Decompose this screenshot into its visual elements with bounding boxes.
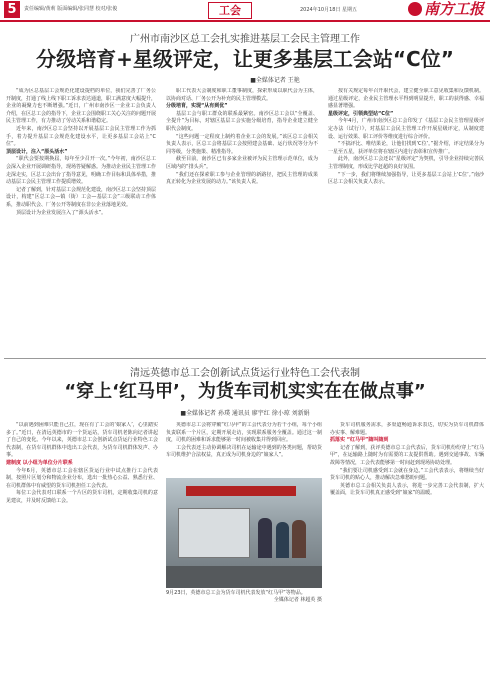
story1-column-3	[328, 88, 484, 352]
photo-caption-text: 9月23日，英德市总工会为货车司机代表发放“红马甲”等物品。	[166, 590, 306, 596]
page-number: 5	[4, 1, 20, 18]
article-paragraph: 英德市总工会将穿戴“红马甲”的工会代表分为若干小组，每个小组负责联系一个片区，定期开展走访，实现联系服务全覆盖。通过这一制度，司机的困难和诉求能够第一时间被收集并得到回应。	[166, 422, 322, 444]
article-paragraph: 工会代表还主动协调解决司机在运输途中遇到的各类问题，帮助货车司机维护合法权益，真正成为司机身边的“娘家人”。	[166, 444, 322, 459]
newspaper-logo	[408, 0, 484, 19]
photo-person	[276, 522, 289, 558]
article-paragraph: “成为区总基层工会规范化建设提档的单位，我们完善了厂务公开制度，打通了线上线下职工诉求表达通道，职工满意度大幅提升，企业的凝聚力也不断增强。”近日，广州市南沙区一企业工会负责人介绍，在区总工会的指导下，企业工会围绕职工关心关注的问题开展民主管理工作，有力推动了劳动关系和谐稳定。	[6, 88, 156, 125]
photo-truck	[178, 508, 250, 558]
article-subheading: 顶层设计，注入“原头活水”	[6, 148, 68, 155]
article-paragraph: 此外，南沙区总工会还以“星级评定”为契机，引导企业持续完善民主管理制度，形成比学赶超的良好氛围。	[328, 156, 484, 170]
section-label: 工会	[208, 2, 252, 19]
story1-column-1	[6, 88, 156, 352]
article-paragraph: 按有关规定每年召开职代会，建立健全职工意见收集和反馈机制。通过星级评定，企业民主管理水平得到明显提升，职工的获得感、幸福感显著增强。	[328, 88, 484, 110]
story2-column-1	[6, 422, 158, 686]
article-paragraph: 顶层设计为企业发展注入了“源头活水”。	[16, 209, 107, 216]
article-paragraph: 货车司机服务需求，多渠道畅通诉求表达，切实为货车司机群体办实事、解难题。	[330, 422, 484, 436]
story1-kicker: 广州市南沙区总工会扎实推进基层工会民主管理工作	[130, 34, 360, 45]
article-paragraph: 近年来，南沙区总工会坚持以开展基层工会民主管理工作为抓手，着力提升基层工会规范化建设水平，让更多基层工会站上“C位”。	[6, 125, 156, 148]
story2-byline: ■全媒体记者 孙璞 通讯员 廖宇红 徐小琼 刘新娟	[180, 410, 310, 417]
photo-caption	[166, 590, 322, 604]
story2-kicker: 清远英德市总工会创新试点货运行业特色工会代表制	[130, 368, 360, 379]
article-paragraph: “我们要让司机感受到工会就在身边。”工会代表表示，将继续当好货车司机的贴心人，推动解决急难愁盼问题。	[330, 467, 484, 482]
article-paragraph: 截至目前，南沙区已有多家企业被评为民主管理示范单位，成为区域内的“排头兵”。	[166, 156, 318, 170]
photo-credit: 全媒体记者 林超英 摄	[273, 597, 322, 603]
story-divider	[4, 358, 486, 359]
news-photo	[166, 478, 322, 588]
article-paragraph: “不搞评比、唯结果论，让他们找到‘C位’。”据介绍，评定结果分为一星至五星，获评单位将在辖区内进行表彰和宣传推广。	[328, 141, 484, 155]
editor-credits: 责任编辑/黄莉 版面编辑/张同慧 校对/张俊	[24, 6, 118, 12]
page-masthead	[0, 0, 490, 22]
photo-ground	[166, 566, 322, 588]
article-subheading: 建制度 以小组为单位分片联系	[6, 459, 73, 466]
issue-date: 2024年10月18日 星期五	[300, 7, 358, 13]
article-paragraph: 记者了解到，针对基层工会规范化建设，南沙区总工会坚持顶层设计，构建“区总工会—镇（街）工会—基层工会”三级联动工作体系，推动职代会、厂务公开等制度在非公企业落地见效。	[6, 186, 156, 208]
article-paragraph: 英德市总工会相关负责人表示，将进一步完善工会代表制，扩大覆盖面，让货车司机真正感受到“娘家”的温暖。	[330, 482, 484, 497]
article-paragraph: 记者了解到，获评英德市总工会代表后，货车司机纷纷穿上“红马甲”，在运输路上随时为有需要的工友提供帮助。遇到交通事故、车辆故障等情况，工会代表能够第一时间赶到现场协助处理。	[330, 444, 484, 466]
article-paragraph: 职工代表大会制度和职工董事制度，探索形成以职代会为主体，以协商对话、厂务公开为补充的民主管理模式。	[166, 88, 318, 102]
article-paragraph: 基层工会与职工群众的联系最紧密。南沙区总工会以“全覆盖、全提升”为目标，对辖区基层工会实施分级培育，指导企业建立健全职代会制度。	[166, 110, 318, 132]
article-paragraph: 今年4月，广州市南沙区总工会印发了《基层工会民主管理星级评定办法（试行）》，对基层工会民主管理工作开展星级评定，从制度建设、运行效果、职工评价等维度进行综合评价。	[328, 118, 484, 140]
article-paragraph: “这些问题一定程度上制约着企业工会的发展。”该区总工会相关负责人表示，区总工会将基层工会按照建会基础、运行状况等分为不同等级，分类施策、精准指导。	[166, 133, 318, 155]
story2-column-3	[330, 422, 484, 686]
article-paragraph: “以前遇到困难只能自己扛，现在有了工会的‘娘家人’，心里踏实多了。”近日，在清远英德市的一个货运站，货车司机老陈向记者讲起了自己的变化。今年以来，英德市总工会创新试点货运行业特色工会代表制，在货车司机群体中选出工会代表，为货车司机群体发声、办事。	[6, 422, 158, 459]
article-subheading: 分级培育，实现“从有到优”	[166, 103, 228, 110]
article-paragraph: “我们还在探索职工参与企业管理的新路径，把民主管理的成果真正转化为企业发展的动力。”该负责人说。	[166, 171, 318, 186]
photo-person	[258, 518, 272, 558]
article-subheading: 星级评定，引领典型站“C位”	[328, 110, 394, 117]
story1-byline: ■全媒体记者 王艳	[250, 77, 300, 84]
article-paragraph: 每位工会代表对口联系一个片区的货车司机，定期收集司机的意见建议，并及时反馈给工会。	[6, 490, 158, 504]
story2-column-2	[166, 422, 322, 476]
story1-headline: 分级培育+星级评定，让更多基层工会站“C位”	[36, 47, 454, 71]
article-paragraph: 今年6月，英德市总工会在辖区货运行业中试点推行工会代表制，按照片区划分和物流企业分布，选出一批热心公益、熟悉行业、在司机群体中有威望的货车司机担任工会代表。	[6, 467, 158, 489]
photo-person	[292, 520, 306, 558]
logo-text: 南方工报	[423, 0, 484, 18]
article-subheading: 抓落实 “红马甲”随叫随到	[330, 437, 389, 444]
article-paragraph: “职代会要按期换届，每年至少召开一次。”今年初，南沙区总工会深入企业开展调研指导，现场答疑解惑。为推动企业民主管理工作走深走实，区总工会出台了指导意见，明确工作目标和具体举措，推动基层工会民主管理工作提质增效。	[6, 156, 156, 186]
story1-column-2	[166, 88, 318, 352]
logo-emblem-icon	[408, 2, 422, 16]
photo-banner	[186, 486, 296, 496]
article-paragraph: “下一步，我们将继续加强指导，让更多基层工会站上‘C位’。”南沙区总工会相关负责人表示。	[328, 171, 484, 186]
story2-headline: “穿上‘红马甲’，为货车司机实实在在做点事”	[64, 381, 426, 402]
